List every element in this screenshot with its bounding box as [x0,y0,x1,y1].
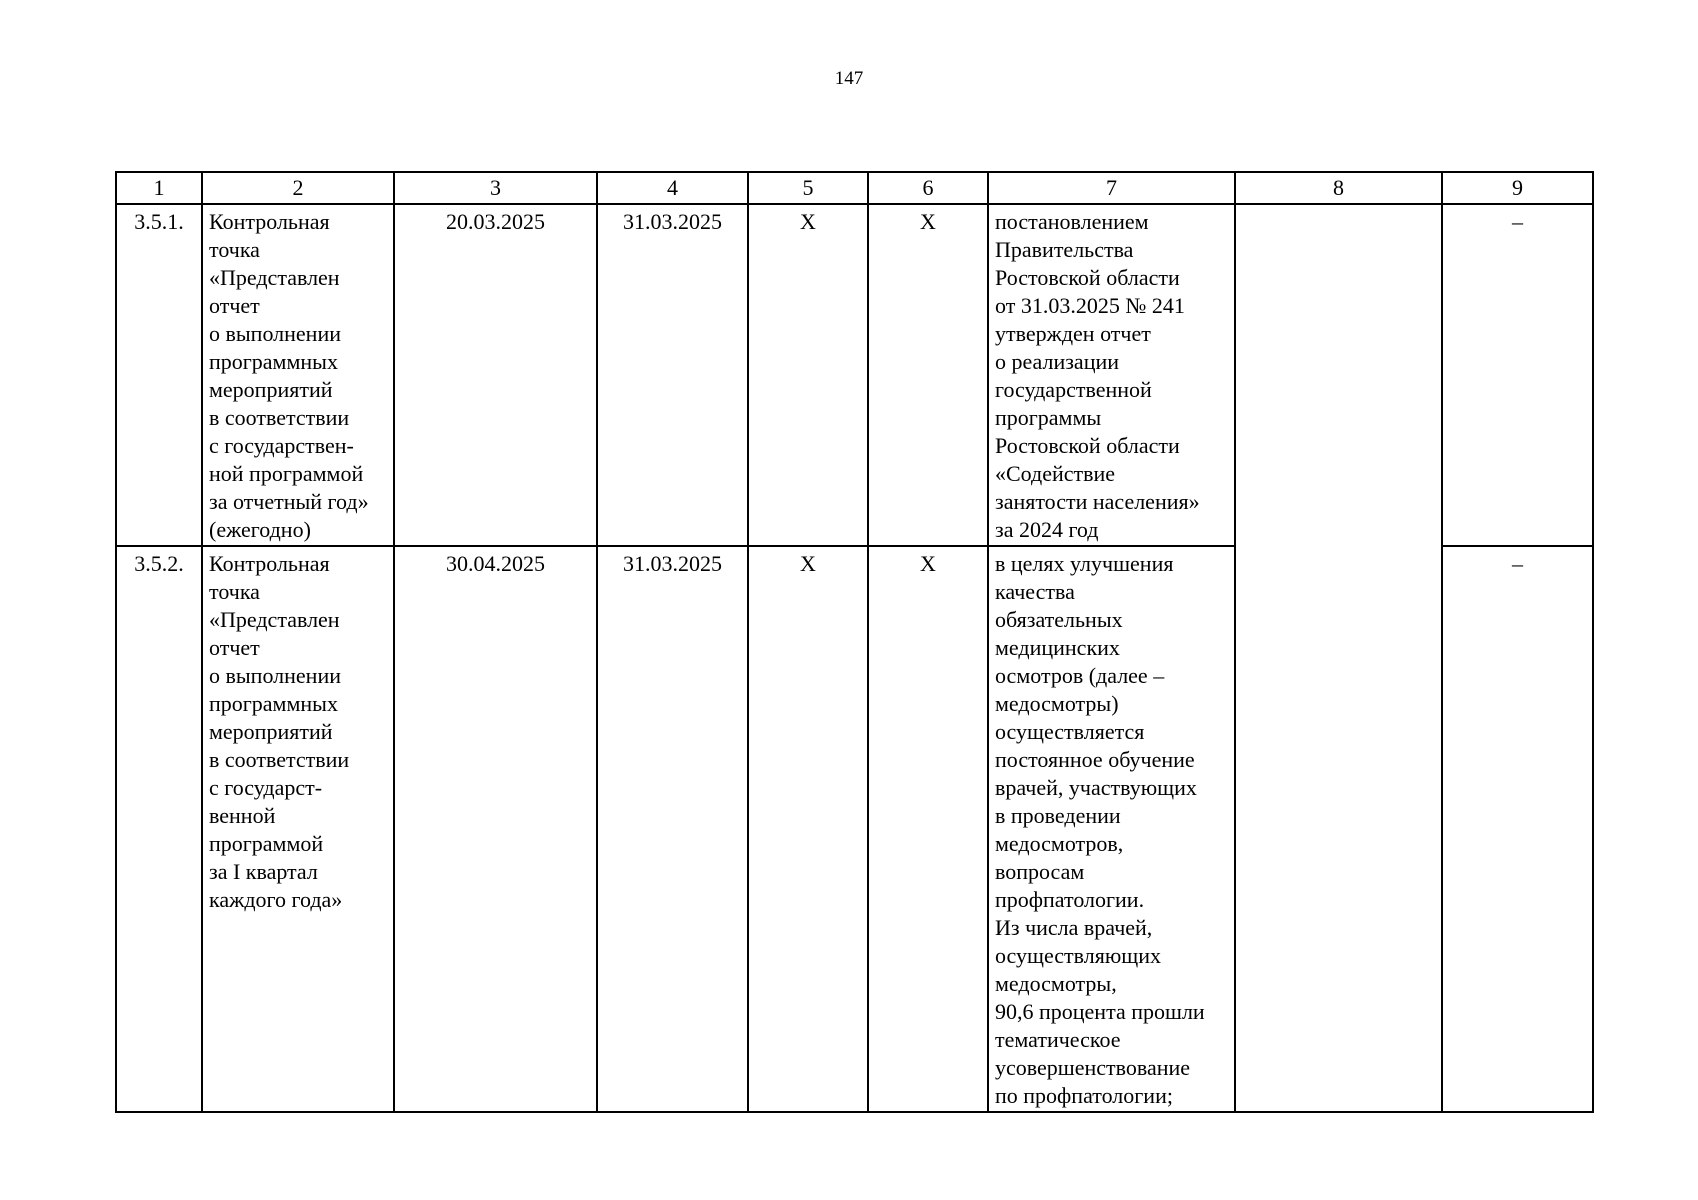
text-line: осуществляется [995,719,1145,744]
text-line: мероприятий [209,719,333,744]
text-line: профпатологии. [995,887,1145,912]
text-line: (ежегодно) [209,517,311,542]
text-line: Контрольная [209,551,330,576]
text-line: отчет [209,635,260,660]
text-line: утвержден отчет [995,321,1151,346]
plan-date: 20.03.2025 [394,204,597,546]
text-line: о выполнении [209,663,341,688]
text-line: вопросам [995,859,1085,884]
text-line: государственной [995,377,1152,402]
fact-date: 31.03.2025 [597,204,748,546]
text-line: в целях улучшения [995,551,1174,576]
text-line: мероприятий [209,377,333,402]
page-number: 147 [834,68,864,89]
text-line: с государствен- [209,433,354,458]
col-header-6: 6 [868,172,988,204]
col-header-1: 1 [116,172,202,204]
text-line: Контрольная [209,209,330,234]
text-line: программой [209,831,324,856]
col-header-5: 5 [748,172,868,204]
text-line: Из числа врачей, [995,915,1153,940]
text-line: с государст- [209,775,323,800]
header-row [116,172,1593,204]
text-line: занятости населения» [995,489,1200,514]
text-line: 90,6 процента прошли [995,999,1205,1024]
text-line: медицинских [995,635,1120,660]
text-line: врачей, участвующих [995,775,1197,800]
text-line: «Представлен [209,265,340,290]
text-line: отчет [209,293,260,318]
col5-value: X [748,546,868,1112]
col6-value: X [868,546,988,1112]
text-line: постановлением [995,209,1149,234]
text-line: Ростовской области [995,433,1180,458]
text-line: усовершенствование [995,1055,1191,1080]
fact-date: 31.03.2025 [597,546,748,1112]
text-line: в соответствии [209,405,350,430]
col-header-3: 3 [394,172,597,204]
text-line: от 31.03.2025 № 241 [995,293,1185,318]
text-line: за 2024 год [995,517,1099,542]
text-line: каждого года» [209,887,343,912]
text-line: ной программой [209,461,364,486]
text-line: программных [209,349,338,374]
col5-value: X [748,204,868,546]
text-line: медосмотры, [995,971,1117,996]
col8-empty [1235,204,1442,1112]
text-line: программы [995,405,1102,430]
text-line: за I квартал [209,859,318,884]
col-header-4: 4 [597,172,748,204]
control-point-name [202,204,394,546]
control-point-name [202,546,394,1112]
text-line: «Содействие [995,461,1116,486]
text-line: качества [995,579,1075,604]
col-header-8: 8 [1235,172,1442,204]
text-line: медосмотры) [995,691,1119,716]
table-row [116,204,1593,546]
text-line: о выполнении [209,321,341,346]
col6-value: X [868,204,988,546]
result-description [988,546,1235,1112]
text-line: Ростовской области [995,265,1180,290]
text-line: медосмотров, [995,831,1124,856]
text-line: по профпатологии; [995,1083,1173,1108]
text-line: Правительства [995,237,1134,262]
row-number: 3.5.1. [116,204,202,546]
col9-value: – [1442,546,1593,1112]
row-number: 3.5.2. [116,546,202,1112]
text-line: в соответствии [209,747,350,772]
col9-value: – [1442,204,1593,546]
text-line: осмотров (далее – [995,663,1165,688]
plan-date: 30.04.2025 [394,546,597,1112]
col-header-7: 7 [988,172,1235,204]
col-header-9: 9 [1442,172,1593,204]
col-header-2: 2 [202,172,394,204]
text-line: точка [209,579,260,604]
text-line: осуществляющих [995,943,1161,968]
plan-table [115,171,1594,1113]
text-line: за отчетный год» [209,489,369,514]
result-description [988,204,1235,546]
text-line: обязательных [995,607,1123,632]
text-line: точка [209,237,260,262]
text-line: в проведении [995,803,1121,828]
text-line: о реализации [995,349,1120,374]
text-line: «Представлен [209,607,340,632]
text-line: тематическое [995,1027,1121,1052]
text-line: венной [209,803,276,828]
text-line: постоянное обучение [995,747,1195,772]
text-line: программных [209,691,338,716]
